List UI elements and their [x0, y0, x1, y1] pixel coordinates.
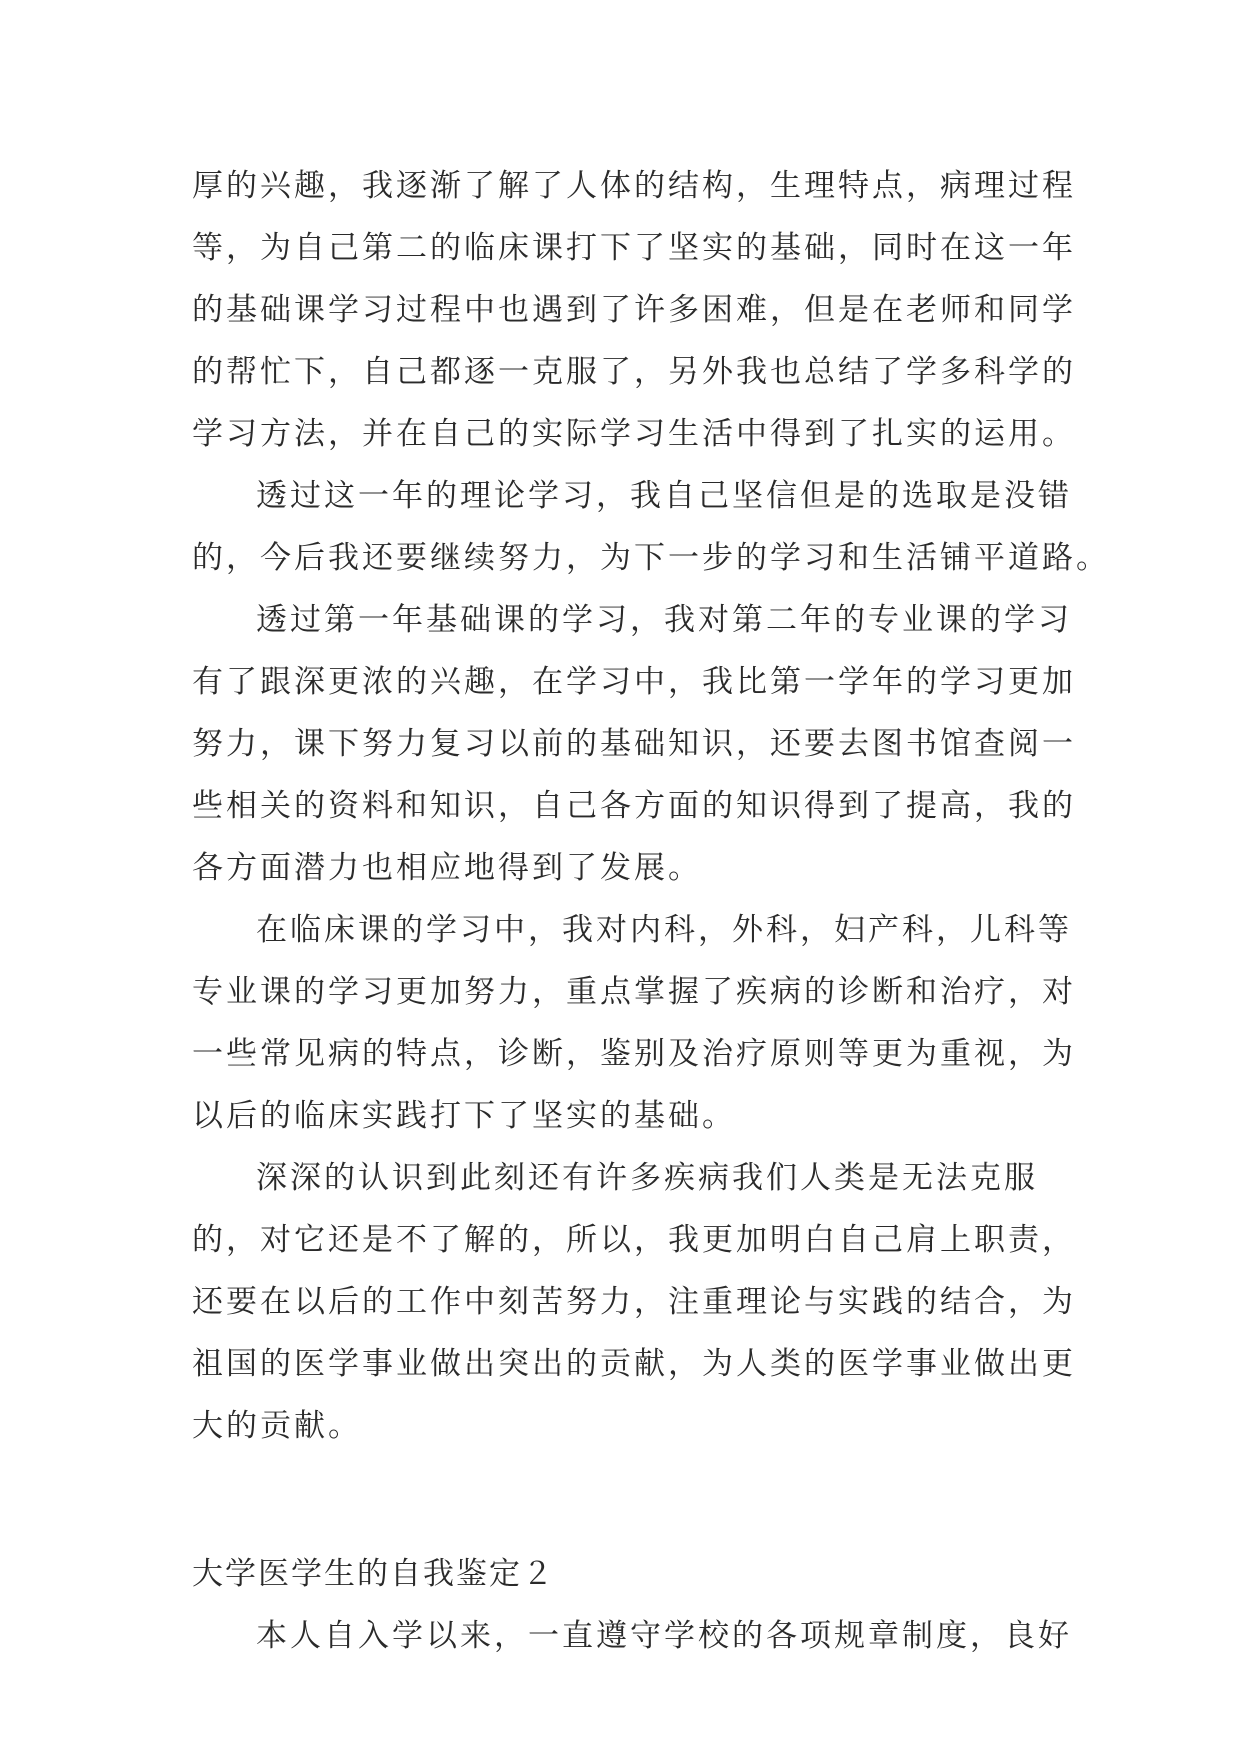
text-line: 的，对它还是不了解的，所以，我更加明白自己肩上职责，: [192, 1222, 1076, 1258]
paragraph-clinical-courses: [192, 899, 1076, 1147]
text-line: 等，为自己第二的临床课打下了坚实的基础，同时在这一年: [192, 230, 1076, 266]
paragraph-section2-intro: [192, 1605, 1072, 1667]
section-heading: 大学医学生的自我鉴定２: [192, 1556, 555, 1592]
text-line: 学习方法，并在自己的实际学习生活中得到了扎实的运用。: [192, 416, 1076, 452]
text-line: 以后的临床实践打下了坚实的基础。: [192, 1098, 736, 1134]
text-line: 的帮忙下，自己都逐一克服了，另外我也总结了学多科学的: [192, 354, 1076, 390]
text-line: 一些常见病的特点，诊断，鉴别及治疗原则等更为重视，为: [192, 1036, 1076, 1072]
text-line: 厚的兴趣，我逐渐了解了人体的结构，生理特点，病理过程: [192, 168, 1076, 204]
paragraph-responsibility: [192, 1147, 1076, 1457]
text-line: 深深的认识到此刻还有许多疾病我们人类是无法克服: [256, 1160, 1038, 1196]
text-line: 专业课的学习更加努力，重点掌握了疾病的诊断和治疗，对: [192, 974, 1076, 1010]
text-line: 祖国的医学事业做出突出的贡献，为人类的医学事业做出更: [192, 1346, 1076, 1382]
text-line: 本人自入学以来，一直遵守学校的各项规章制度，良好: [256, 1618, 1072, 1654]
paragraph-continuation: [192, 155, 1076, 465]
paragraph-theory-study: [192, 465, 1110, 589]
text-line: 有了跟深更浓的兴趣，在学习中，我比第一学年的学习更加: [192, 664, 1076, 700]
text-line: 大的贡献。: [192, 1408, 362, 1444]
document-page: [192, 155, 1110, 1667]
text-line: 透过第一年基础课的学习，我对第二年的专业课的学习: [256, 602, 1072, 638]
paragraph-basic-courses: [192, 589, 1076, 899]
section-spacer: [192, 1457, 1062, 1543]
text-line: 还要在以后的工作中刻苦努力，注重理论与实践的结合，为: [192, 1284, 1076, 1320]
text-line: 的，今后我还要继续努力，为下一步的学习和生活铺平道路。: [192, 540, 1110, 576]
text-line: 的基础课学习过程中也遇到了许多困难，但是在老师和同学: [192, 292, 1076, 328]
text-line: 在临床课的学习中，我对内科，外科，妇产科，儿科等: [256, 912, 1072, 948]
text-line: 透过这一年的理论学习，我自己坚信但是的选取是没错: [256, 478, 1072, 514]
text-line: 努力，课下努力复习以前的基础知识，还要去图书馆查阅一: [192, 726, 1076, 762]
text-line: 各方面潜力也相应地得到了发展。: [192, 850, 702, 886]
text-line: 些相关的资料和知识，自己各方面的知识得到了提高，我的: [192, 788, 1076, 824]
